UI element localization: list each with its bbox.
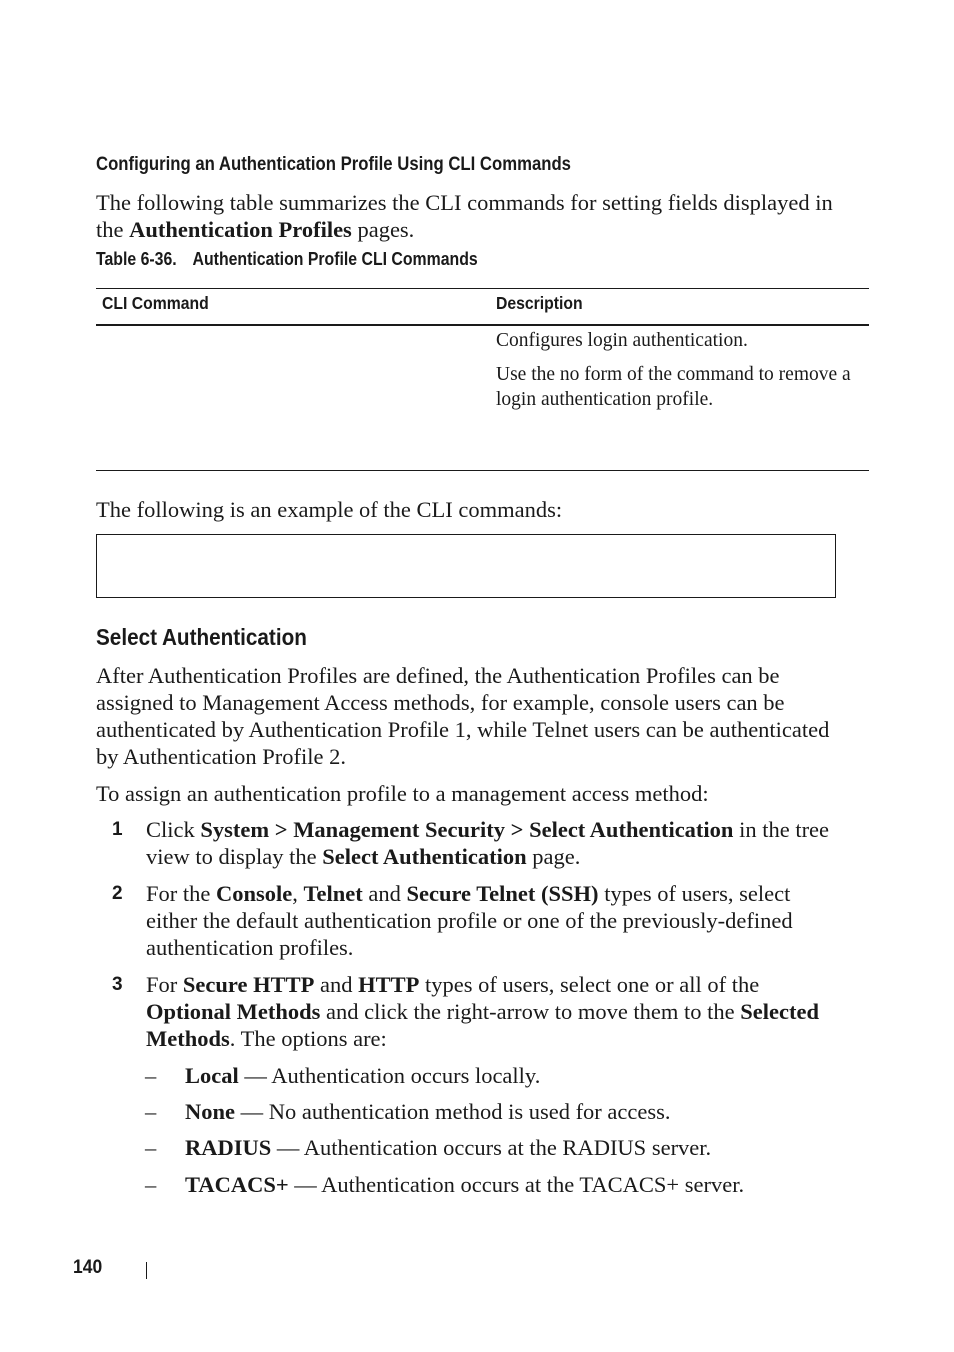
step-2-console: Console: [216, 881, 293, 906]
table-caption-title: Authentication Profile CLI Commands: [192, 249, 478, 269]
footer-divider: [146, 1262, 147, 1279]
step-2-part: ,: [292, 881, 304, 906]
page-number: 140: [73, 1257, 103, 1278]
step-2-text: [146, 880, 836, 961]
step-2-part: and: [362, 881, 407, 906]
bullet-dash: –: [145, 1063, 157, 1088]
step-1-text: [146, 816, 836, 870]
code-example-box: [96, 534, 836, 598]
intro-bold-term: Authentication Profiles: [129, 217, 352, 242]
table-header-description: Description: [496, 293, 583, 313]
step-number: 3: [112, 974, 123, 995]
option-name: None: [185, 1099, 235, 1124]
step-1-menu-path: System > Management Security > Select Authentication: [200, 817, 734, 842]
option-description: — Authentication occurs locally.: [238, 1063, 541, 1088]
step-2-part: For the: [146, 881, 216, 906]
table-bottom-rule: [96, 470, 869, 471]
select-authentication-paragraph: After Authentication Profiles are defined, the Authentication Profiles can be assigned to Management Access methods, for example, console users can be authenticated by Authentication Profile 1, while Telnet users can be authenticated by Authentication Profile 2.: [96, 663, 830, 769]
option-local: [185, 1062, 835, 1089]
step-3-text: [146, 971, 836, 1052]
step-1-part: in the tree view to display the: [146, 817, 830, 869]
intro-text: The following table summarizes the CLI commands for setting fields displayed in the: [96, 190, 833, 242]
step-3-selected-methods: Selected Methods: [146, 999, 820, 1051]
step-3-optional-methods: Optional Methods: [146, 999, 321, 1024]
step-1-part: Click: [146, 817, 201, 842]
option-description: — Authentication occurs at the RADIUS server.: [271, 1135, 712, 1160]
step-1-page-name: Select Authentication: [322, 844, 527, 869]
option-tacacs: [185, 1171, 835, 1198]
option-none: [185, 1098, 835, 1125]
table-top-rule: [96, 288, 869, 289]
step-number: 2: [112, 883, 123, 904]
option-name: Local: [185, 1063, 239, 1088]
table-cell-description-1: Configures login authentication.: [496, 330, 748, 351]
option-name: RADIUS: [185, 1135, 272, 1160]
select-authentication-heading: Select Authentication: [96, 624, 307, 650]
step-2-part: types of users, select either the default authentication profile or one of the previously-defined authentication profiles.: [146, 881, 793, 960]
step-3-http: HTTP: [358, 972, 420, 997]
option-description: — No authentication method is used for access.: [235, 1099, 671, 1124]
step-1-part: page.: [526, 844, 581, 869]
table-header-rule: [96, 324, 869, 326]
table-header-cli-command: CLI Command: [102, 293, 209, 313]
option-description: — Authentication occurs at the TACACS+ server.: [288, 1172, 745, 1197]
step-3-part: . The options are:: [229, 1026, 387, 1051]
table-caption: [96, 249, 478, 270]
step-2-ssh: Secure Telnet (SSH): [406, 881, 599, 906]
step-2-telnet: Telnet: [303, 881, 363, 906]
step-number: 1: [112, 819, 123, 840]
example-intro: The following is an example of the CLI commands:: [96, 497, 563, 522]
option-radius: [185, 1134, 835, 1161]
step-3-part: types of users, select one or all of the: [419, 972, 760, 997]
assign-intro: To assign an authentication profile to a management access method:: [96, 781, 709, 806]
table-cell-description-2: Use the no form of the command to remove a login authentication profile.: [496, 364, 851, 410]
bullet-dash: –: [145, 1099, 157, 1124]
option-name: TACACS+: [185, 1172, 289, 1197]
table-caption-number: Table 6-36.: [96, 249, 177, 269]
step-3-secure-http: Secure HTTP: [182, 972, 315, 997]
step-3-part: For: [146, 972, 183, 997]
step-3-part: and click the right-arrow to move them to the: [320, 999, 741, 1024]
bullet-dash: –: [145, 1135, 157, 1160]
step-3-part: and: [314, 972, 359, 997]
intro-text-end: pages.: [351, 217, 415, 242]
bullet-dash: –: [145, 1172, 157, 1197]
section-heading: Configuring an Authentication Profile Using CLI Commands: [96, 154, 571, 175]
intro-paragraph: [96, 189, 836, 243]
